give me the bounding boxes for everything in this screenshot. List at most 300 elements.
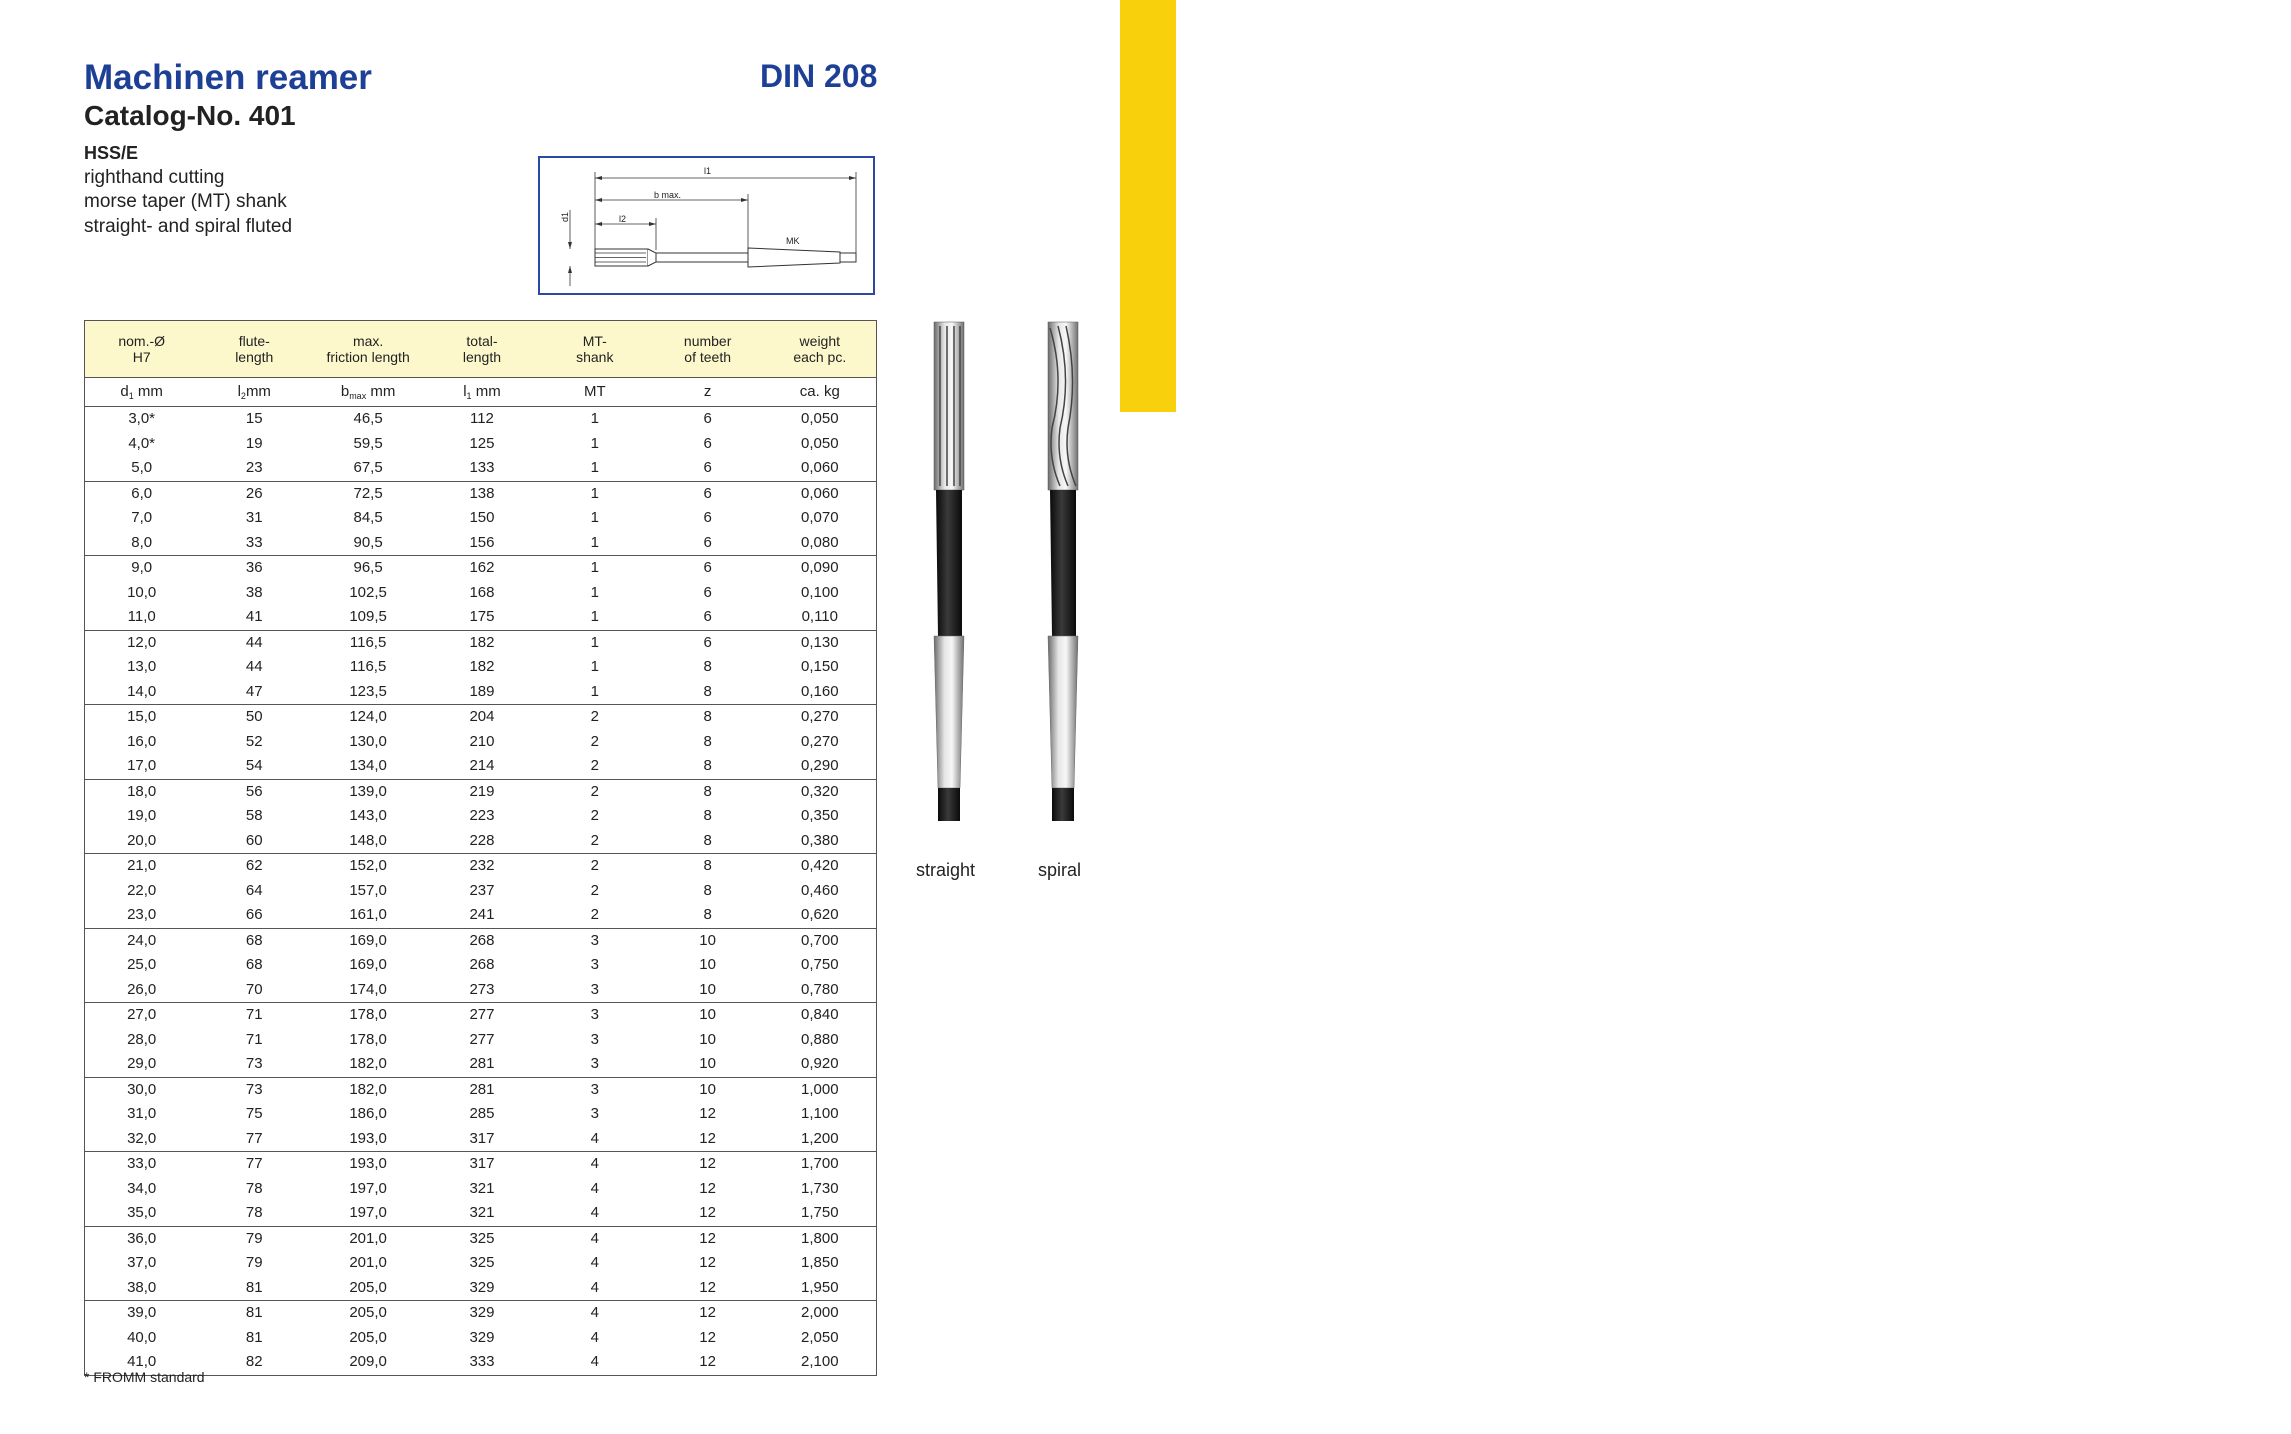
table-cell: 28,0 bbox=[127, 1030, 157, 1048]
table-cell: 182 bbox=[469, 658, 495, 676]
header-line2: H7 bbox=[132, 349, 151, 365]
feature-flutes: straight- and spiral fluted bbox=[84, 216, 293, 237]
table-cell: 8,0 bbox=[131, 533, 153, 551]
table-cell: 10 bbox=[652, 928, 764, 953]
table-cell: 268 bbox=[469, 956, 495, 974]
table-cell: 1 bbox=[590, 533, 599, 551]
table-cell: 6 bbox=[703, 533, 712, 551]
table-cell: 3,0* bbox=[128, 410, 156, 428]
table-cell: 0,420 bbox=[764, 854, 877, 879]
table-row bbox=[85, 804, 877, 829]
table-cell: 4 bbox=[590, 1278, 599, 1296]
table-row bbox=[85, 928, 877, 953]
table-cell: 156 bbox=[469, 533, 495, 551]
table-cell: 79 bbox=[198, 1226, 310, 1251]
table-cell: 0,880 bbox=[801, 1030, 839, 1048]
table-cell: 12 bbox=[699, 1204, 716, 1222]
table-cell: 193,0 bbox=[310, 1152, 426, 1177]
column-header bbox=[198, 321, 310, 378]
table-cell: 4 bbox=[590, 1254, 599, 1272]
table-row bbox=[85, 779, 877, 804]
table-cell: 6 bbox=[703, 434, 712, 452]
table-cell: 219 bbox=[426, 779, 538, 804]
table-cell: 13,0 bbox=[127, 658, 157, 676]
table-cell: 3 bbox=[538, 1077, 652, 1102]
table-cell: 1,000 bbox=[764, 1077, 877, 1102]
table-cell: 73 bbox=[198, 1077, 310, 1102]
table-cell: 281 bbox=[469, 1055, 495, 1073]
table-cell: 3 bbox=[590, 980, 599, 998]
straight-reamer-icon bbox=[934, 322, 964, 821]
table-cell: 21,0 bbox=[85, 854, 199, 879]
table-row bbox=[85, 1003, 877, 1028]
column-header bbox=[764, 321, 877, 378]
table-cell: 4 bbox=[590, 1353, 599, 1371]
table-cell: 81 bbox=[245, 1278, 263, 1296]
table-cell: 197,0 bbox=[349, 1204, 387, 1222]
table-cell: 1 bbox=[590, 658, 599, 676]
bmax-label: b max. bbox=[654, 190, 682, 200]
mk-label: MK bbox=[786, 236, 800, 246]
header-line1: nom.-Ø bbox=[118, 333, 166, 349]
table-cell: 79 bbox=[245, 1254, 263, 1272]
table-row bbox=[85, 705, 877, 730]
unit-sub: max bbox=[349, 391, 367, 401]
table-cell: 12 bbox=[699, 1278, 716, 1296]
table-cell: 193,0 bbox=[349, 1129, 387, 1147]
table-cell: 37,0 bbox=[127, 1254, 157, 1272]
unit-header bbox=[538, 378, 652, 407]
table-cell: 84,5 bbox=[353, 509, 383, 527]
table-cell: 1 bbox=[590, 608, 599, 626]
table-cell: 143,0 bbox=[349, 807, 387, 825]
table-row bbox=[85, 903, 877, 928]
table-row bbox=[85, 1251, 877, 1276]
table-cell: 8 bbox=[703, 682, 712, 700]
table-row bbox=[85, 531, 877, 556]
table-cell: 71 bbox=[198, 1003, 310, 1028]
feature-shank: morse taper (MT) shank bbox=[84, 191, 287, 212]
table-cell: 0,050 bbox=[801, 434, 839, 452]
table-cell: 10 bbox=[699, 980, 716, 998]
table-cell: 148,0 bbox=[349, 831, 387, 849]
unit-sub: 1 bbox=[128, 391, 134, 401]
table-row bbox=[85, 1102, 877, 1127]
table-cell: 2 bbox=[590, 906, 599, 924]
table-cell: 58 bbox=[245, 807, 263, 825]
table-cell: 4 bbox=[590, 1179, 599, 1197]
table-cell: 71 bbox=[245, 1030, 263, 1048]
table-row bbox=[85, 1152, 877, 1177]
table-cell: 8 bbox=[703, 831, 712, 849]
table-cell: 186,0 bbox=[349, 1105, 387, 1123]
table-cell: 268 bbox=[426, 928, 538, 953]
table-cell: 12,0 bbox=[85, 630, 199, 655]
table-cell: 73 bbox=[245, 1055, 263, 1073]
table-cell: 189 bbox=[469, 682, 495, 700]
table-cell: 19 bbox=[245, 434, 263, 452]
unit-unit: mm bbox=[366, 383, 396, 400]
table-cell: 15 bbox=[245, 410, 263, 428]
l1-label: l1 bbox=[704, 166, 712, 176]
table-cell: 0,110 bbox=[801, 608, 838, 626]
table-cell: 29,0 bbox=[127, 1055, 157, 1073]
unit-unit: mm bbox=[471, 383, 501, 400]
table-cell: 70 bbox=[245, 980, 263, 998]
table-cell: 25,0 bbox=[127, 956, 157, 974]
table-row bbox=[85, 1276, 877, 1301]
table-cell: 0,090 bbox=[764, 556, 877, 581]
table-cell: 10 bbox=[652, 1003, 764, 1028]
material-label: HSS/E bbox=[84, 143, 139, 163]
table-cell: 6,0 bbox=[85, 481, 199, 506]
table-cell: 4 bbox=[590, 1129, 599, 1147]
unit-header bbox=[310, 378, 426, 407]
table-row bbox=[85, 581, 877, 606]
table-cell: 116,5 bbox=[310, 630, 426, 655]
table-cell: 214 bbox=[469, 757, 495, 775]
table-cell: 12 bbox=[699, 1254, 716, 1272]
table-cell: 1,730 bbox=[801, 1179, 839, 1197]
table-row bbox=[85, 978, 877, 1003]
table-cell: 1,750 bbox=[801, 1204, 839, 1222]
table-cell: 0,050 bbox=[801, 410, 839, 428]
table-cell: 30,0 bbox=[85, 1077, 199, 1102]
table-cell: 8 bbox=[652, 854, 764, 879]
table-row bbox=[85, 730, 877, 755]
table-cell: 2 bbox=[538, 779, 652, 804]
table-cell: 1,700 bbox=[764, 1152, 877, 1177]
table-cell: 5,0 bbox=[131, 459, 153, 477]
table-row bbox=[85, 1226, 877, 1251]
table-cell: 38 bbox=[245, 583, 263, 601]
table-cell: 182,0 bbox=[310, 1077, 426, 1102]
table-cell: 0,160 bbox=[801, 682, 839, 700]
table-cell: 2 bbox=[538, 854, 652, 879]
table-cell: 34,0 bbox=[127, 1179, 157, 1197]
table-cell: 4 bbox=[590, 1328, 599, 1346]
table-cell: 1 bbox=[590, 583, 599, 601]
d1-label: d1 bbox=[560, 211, 570, 222]
unit-sub: 1 bbox=[466, 391, 472, 401]
table-cell: 0,320 bbox=[764, 779, 877, 804]
unit-sym: l bbox=[237, 383, 241, 400]
unit-sym: d bbox=[120, 383, 129, 400]
table-cell: 1 bbox=[538, 556, 652, 581]
table-cell: 12 bbox=[699, 1179, 716, 1197]
table-cell: 60 bbox=[245, 831, 263, 849]
table-cell: 317 bbox=[469, 1129, 495, 1147]
dimension-diagram bbox=[538, 156, 875, 295]
table-cell: 237 bbox=[469, 881, 495, 899]
reamer-drawing bbox=[540, 158, 873, 293]
table-cell: 1 bbox=[590, 410, 599, 428]
column-header bbox=[85, 321, 199, 378]
table-cell: 3 bbox=[590, 956, 599, 974]
table-cell: 6 bbox=[703, 583, 712, 601]
table-cell: 24,0 bbox=[85, 928, 199, 953]
table-cell: 0,130 bbox=[764, 630, 877, 655]
unit-header bbox=[198, 378, 310, 407]
table-cell: 0,700 bbox=[764, 928, 877, 953]
table-cell: 78 bbox=[245, 1204, 263, 1222]
table-cell: 10,0 bbox=[127, 583, 157, 601]
table-cell: 1 bbox=[590, 459, 599, 477]
table-cell: 16,0 bbox=[127, 732, 157, 750]
table-cell: 201,0 bbox=[310, 1226, 426, 1251]
table-cell: 134,0 bbox=[349, 757, 387, 775]
table-cell: 162 bbox=[426, 556, 538, 581]
table-row bbox=[85, 754, 877, 779]
table-cell: 0,060 bbox=[801, 459, 839, 477]
table-cell: 82 bbox=[245, 1353, 263, 1371]
table-cell: 6 bbox=[652, 630, 764, 655]
table-row bbox=[85, 1301, 877, 1326]
table-cell: 20,0 bbox=[127, 831, 157, 849]
catalog-number: Catalog-No. 401 bbox=[84, 100, 296, 131]
table-cell: 0,380 bbox=[801, 831, 839, 849]
column-header bbox=[538, 321, 652, 378]
spiral-label: spiral bbox=[1038, 860, 1082, 880]
table-cell: 38,0 bbox=[127, 1278, 157, 1296]
table-cell: 125 bbox=[469, 434, 495, 452]
table-cell: 1,950 bbox=[801, 1278, 839, 1296]
table-row bbox=[85, 854, 877, 879]
table-cell: 6 bbox=[703, 509, 712, 527]
table-cell: 68 bbox=[245, 956, 263, 974]
table-cell: 210 bbox=[469, 732, 495, 750]
table-cell: 0,150 bbox=[801, 658, 839, 676]
table-cell: 139,0 bbox=[310, 779, 426, 804]
table-cell: 175 bbox=[469, 608, 495, 626]
unit-sym: z bbox=[703, 383, 712, 400]
table-cell: 4 bbox=[538, 1301, 652, 1326]
table-cell: 3 bbox=[590, 1055, 599, 1073]
table-cell: 66 bbox=[245, 906, 263, 924]
table-cell: 325 bbox=[469, 1254, 495, 1272]
table-cell: 4 bbox=[538, 1226, 652, 1251]
table-cell: 67,5 bbox=[353, 459, 383, 477]
table-cell: 81 bbox=[245, 1328, 263, 1346]
table-cell: 228 bbox=[469, 831, 495, 849]
table-cell: 8 bbox=[703, 906, 712, 924]
table-cell: 4 bbox=[590, 1204, 599, 1222]
header-line2: each pc. bbox=[793, 349, 847, 365]
table-cell: 3 bbox=[538, 928, 652, 953]
table-cell: 9,0 bbox=[85, 556, 199, 581]
table-cell: 6 bbox=[703, 410, 712, 428]
table-cell: 10 bbox=[699, 1030, 716, 1048]
table-row bbox=[85, 1127, 877, 1152]
table-cell: 273 bbox=[469, 980, 495, 998]
table-cell: 41,0 bbox=[127, 1353, 157, 1371]
table-cell: 47 bbox=[245, 682, 263, 700]
table-cell: 10 bbox=[699, 1055, 716, 1073]
table-row bbox=[85, 1052, 877, 1077]
table-cell: 41 bbox=[245, 608, 263, 626]
table-cell: 325 bbox=[426, 1226, 538, 1251]
table-cell: 59,5 bbox=[353, 434, 383, 452]
unit-header bbox=[652, 378, 764, 407]
column-header bbox=[310, 321, 426, 378]
table-cell: 241 bbox=[469, 906, 495, 924]
table-cell: 2 bbox=[590, 807, 599, 825]
table-cell: 0,070 bbox=[801, 509, 839, 527]
table-cell: 8 bbox=[703, 881, 712, 899]
table-cell: 2,050 bbox=[801, 1328, 839, 1346]
table-cell: 133 bbox=[469, 459, 495, 477]
table-cell: 12 bbox=[652, 1226, 764, 1251]
table-cell: 6 bbox=[703, 459, 712, 477]
header-line2: length bbox=[235, 349, 274, 365]
table-cell: 161,0 bbox=[349, 906, 387, 924]
table-cell: 333 bbox=[469, 1353, 495, 1371]
table-cell: 75 bbox=[245, 1105, 263, 1123]
unit-unit: mm bbox=[133, 383, 163, 400]
table-cell: 52 bbox=[245, 732, 263, 750]
table-cell: 12 bbox=[699, 1105, 716, 1123]
table-row bbox=[85, 1326, 877, 1351]
table-cell: 174,0 bbox=[349, 980, 387, 998]
table-cell: 0,060 bbox=[764, 481, 877, 506]
header-line1: flute- bbox=[238, 333, 270, 349]
table-cell: 2 bbox=[590, 881, 599, 899]
feature-cutting: righthand cutting bbox=[84, 167, 225, 188]
table-row bbox=[85, 655, 877, 680]
table-cell: 109,5 bbox=[349, 608, 387, 626]
table-cell: 2,100 bbox=[801, 1353, 839, 1371]
table-cell: 130,0 bbox=[349, 732, 387, 750]
table-cell: 31,0 bbox=[127, 1105, 157, 1123]
table-cell: 285 bbox=[469, 1105, 495, 1123]
table-cell: 6 bbox=[652, 481, 764, 506]
table-cell: 201,0 bbox=[349, 1254, 387, 1272]
table-cell: 17,0 bbox=[127, 757, 157, 775]
table-cell: 26,0 bbox=[127, 980, 157, 998]
table-cell: 209,0 bbox=[349, 1353, 387, 1371]
table-cell: 138 bbox=[426, 481, 538, 506]
table-cell: 2 bbox=[538, 705, 652, 730]
table-row bbox=[85, 1077, 877, 1102]
table-cell: 81 bbox=[198, 1301, 310, 1326]
table-cell: 78 bbox=[245, 1179, 263, 1197]
table-cell: 3 bbox=[590, 1105, 599, 1123]
table-cell: 1 bbox=[590, 682, 599, 700]
table-cell: 197,0 bbox=[349, 1179, 387, 1197]
table-cell: 26 bbox=[198, 481, 310, 506]
table-cell: 54 bbox=[245, 757, 263, 775]
header-line2: friction length bbox=[326, 349, 410, 365]
table-row bbox=[85, 630, 877, 655]
table-cell: 8 bbox=[703, 757, 712, 775]
table-cell: 0,100 bbox=[801, 583, 839, 601]
table-cell: 23,0 bbox=[127, 906, 157, 924]
table-cell: 317 bbox=[426, 1152, 538, 1177]
unit-sym: MT bbox=[583, 383, 606, 400]
table-cell: 62 bbox=[198, 854, 310, 879]
table-cell: 2 bbox=[590, 757, 599, 775]
page-title: Machinen reamer bbox=[84, 58, 372, 97]
table-cell: 329 bbox=[469, 1278, 495, 1296]
table-cell: 157,0 bbox=[349, 881, 387, 899]
table-cell: 152,0 bbox=[310, 854, 426, 879]
table-cell: 12 bbox=[652, 1152, 764, 1177]
table-cell: 8 bbox=[652, 705, 764, 730]
table-units-row bbox=[85, 378, 877, 407]
table-cell: 0,270 bbox=[801, 732, 839, 750]
table-cell: 277 bbox=[426, 1003, 538, 1028]
table-cell: 123,5 bbox=[349, 682, 387, 700]
table-cell: 1 bbox=[538, 481, 652, 506]
table-row bbox=[85, 432, 877, 457]
table-cell: 39,0 bbox=[85, 1301, 199, 1326]
table-cell: 14,0 bbox=[127, 682, 157, 700]
table-cell: 10 bbox=[699, 956, 716, 974]
table-cell: 40,0 bbox=[127, 1328, 157, 1346]
unit-header bbox=[764, 378, 877, 407]
table-cell: 1 bbox=[590, 434, 599, 452]
table-row bbox=[85, 605, 877, 630]
table-cell: 1,100 bbox=[801, 1105, 839, 1123]
table-cell: 8 bbox=[703, 658, 712, 676]
table-cell: 90,5 bbox=[353, 533, 383, 551]
table-cell: 44 bbox=[198, 630, 310, 655]
header-line2: of teeth bbox=[684, 349, 731, 365]
table-cell: 68 bbox=[198, 928, 310, 953]
reamer-photos bbox=[900, 318, 1100, 828]
table-cell: 36,0 bbox=[85, 1226, 199, 1251]
table-cell: 329 bbox=[426, 1301, 538, 1326]
unit-header bbox=[85, 378, 199, 407]
table-cell: 10 bbox=[652, 1077, 764, 1102]
table-cell: 112 bbox=[469, 410, 494, 428]
unit-sym: ca. kg bbox=[799, 383, 840, 400]
table-cell: 77 bbox=[245, 1129, 263, 1147]
table-cell: 0,290 bbox=[801, 757, 839, 775]
table-cell: 44 bbox=[245, 658, 263, 676]
unit-header bbox=[426, 378, 538, 407]
table-cell: 0,080 bbox=[801, 533, 839, 551]
table-cell: 6 bbox=[652, 556, 764, 581]
table-cell: 0,270 bbox=[764, 705, 877, 730]
table-cell: 0,350 bbox=[801, 807, 839, 825]
table-cell: 1,850 bbox=[801, 1254, 839, 1272]
table-row bbox=[85, 481, 877, 506]
table-cell: 33,0 bbox=[85, 1152, 199, 1177]
footnote: * FROMM standard bbox=[84, 1369, 205, 1385]
table-cell: 321 bbox=[469, 1204, 495, 1222]
table-cell: 277 bbox=[469, 1030, 495, 1048]
table-cell: 169,0 bbox=[349, 956, 387, 974]
table-row bbox=[85, 829, 877, 854]
table-cell: 4,0* bbox=[128, 434, 156, 452]
column-header bbox=[652, 321, 764, 378]
side-tab bbox=[1120, 0, 2280, 412]
table-cell: 72,5 bbox=[310, 481, 426, 506]
table-cell: 46,5 bbox=[353, 410, 383, 428]
header-line1: number bbox=[683, 333, 732, 349]
table-row bbox=[85, 879, 877, 904]
table-cell: 1,800 bbox=[764, 1226, 877, 1251]
table-row bbox=[85, 506, 877, 531]
unit-sym: l bbox=[463, 383, 467, 400]
table-cell: 35,0 bbox=[127, 1204, 157, 1222]
table-cell: 77 bbox=[198, 1152, 310, 1177]
table-cell: 205,0 bbox=[310, 1301, 426, 1326]
unit-sub: 2 bbox=[240, 391, 246, 401]
table-cell: 22,0 bbox=[127, 881, 157, 899]
header-line2: shank bbox=[576, 349, 614, 365]
